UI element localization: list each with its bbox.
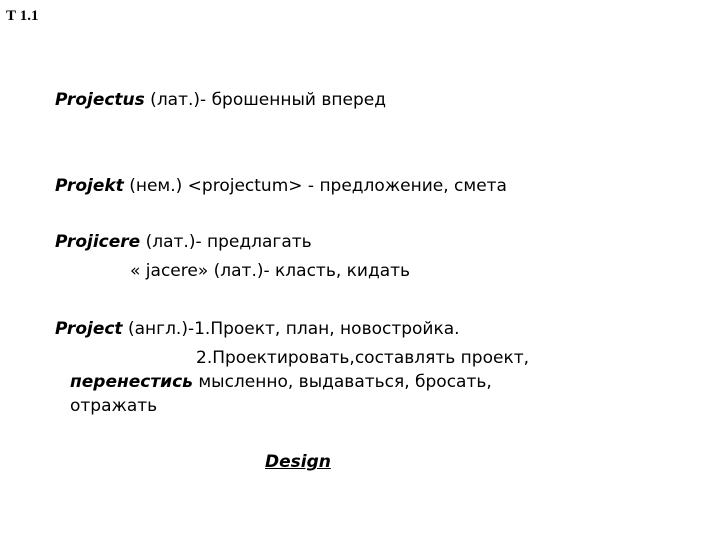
entry-projicere [55, 230, 312, 254]
definition-project: (англ.)-1.Проект, план, новостройка. [122, 319, 460, 339]
project-meaning-2-end: отражать [70, 396, 158, 416]
slide-label: Т 1.1 [6, 8, 39, 24]
term-projectus: Projectus [55, 90, 145, 110]
entry-project [55, 317, 460, 341]
design-link-text[interactable]: Design [265, 452, 331, 472]
project-meaning-2: 2.Проектировать,составлять проект, [196, 348, 530, 368]
entry-projekt [55, 174, 507, 198]
entry-projectus [55, 88, 386, 112]
definition-projekt: (нем.) <projectum> - предложение, смета [123, 176, 507, 196]
design-link[interactable] [265, 450, 331, 474]
term-project: Project [55, 319, 123, 339]
term-projicere: Projicere [55, 232, 141, 252]
project-meaning-2-rest: мысленно, выдаваться, бросать, [192, 372, 492, 392]
term-perenestis: перенестись [70, 372, 193, 392]
entry-jacere: « jacere» (лат.)- класть, кидать [130, 261, 411, 281]
definition-projicere: (лат.)- предлагать [140, 232, 312, 252]
term-projekt: Projekt [55, 176, 124, 196]
project-meaning-2-cont [70, 370, 492, 394]
definition-projectus: (лат.)- брошенный вперед [144, 90, 386, 110]
